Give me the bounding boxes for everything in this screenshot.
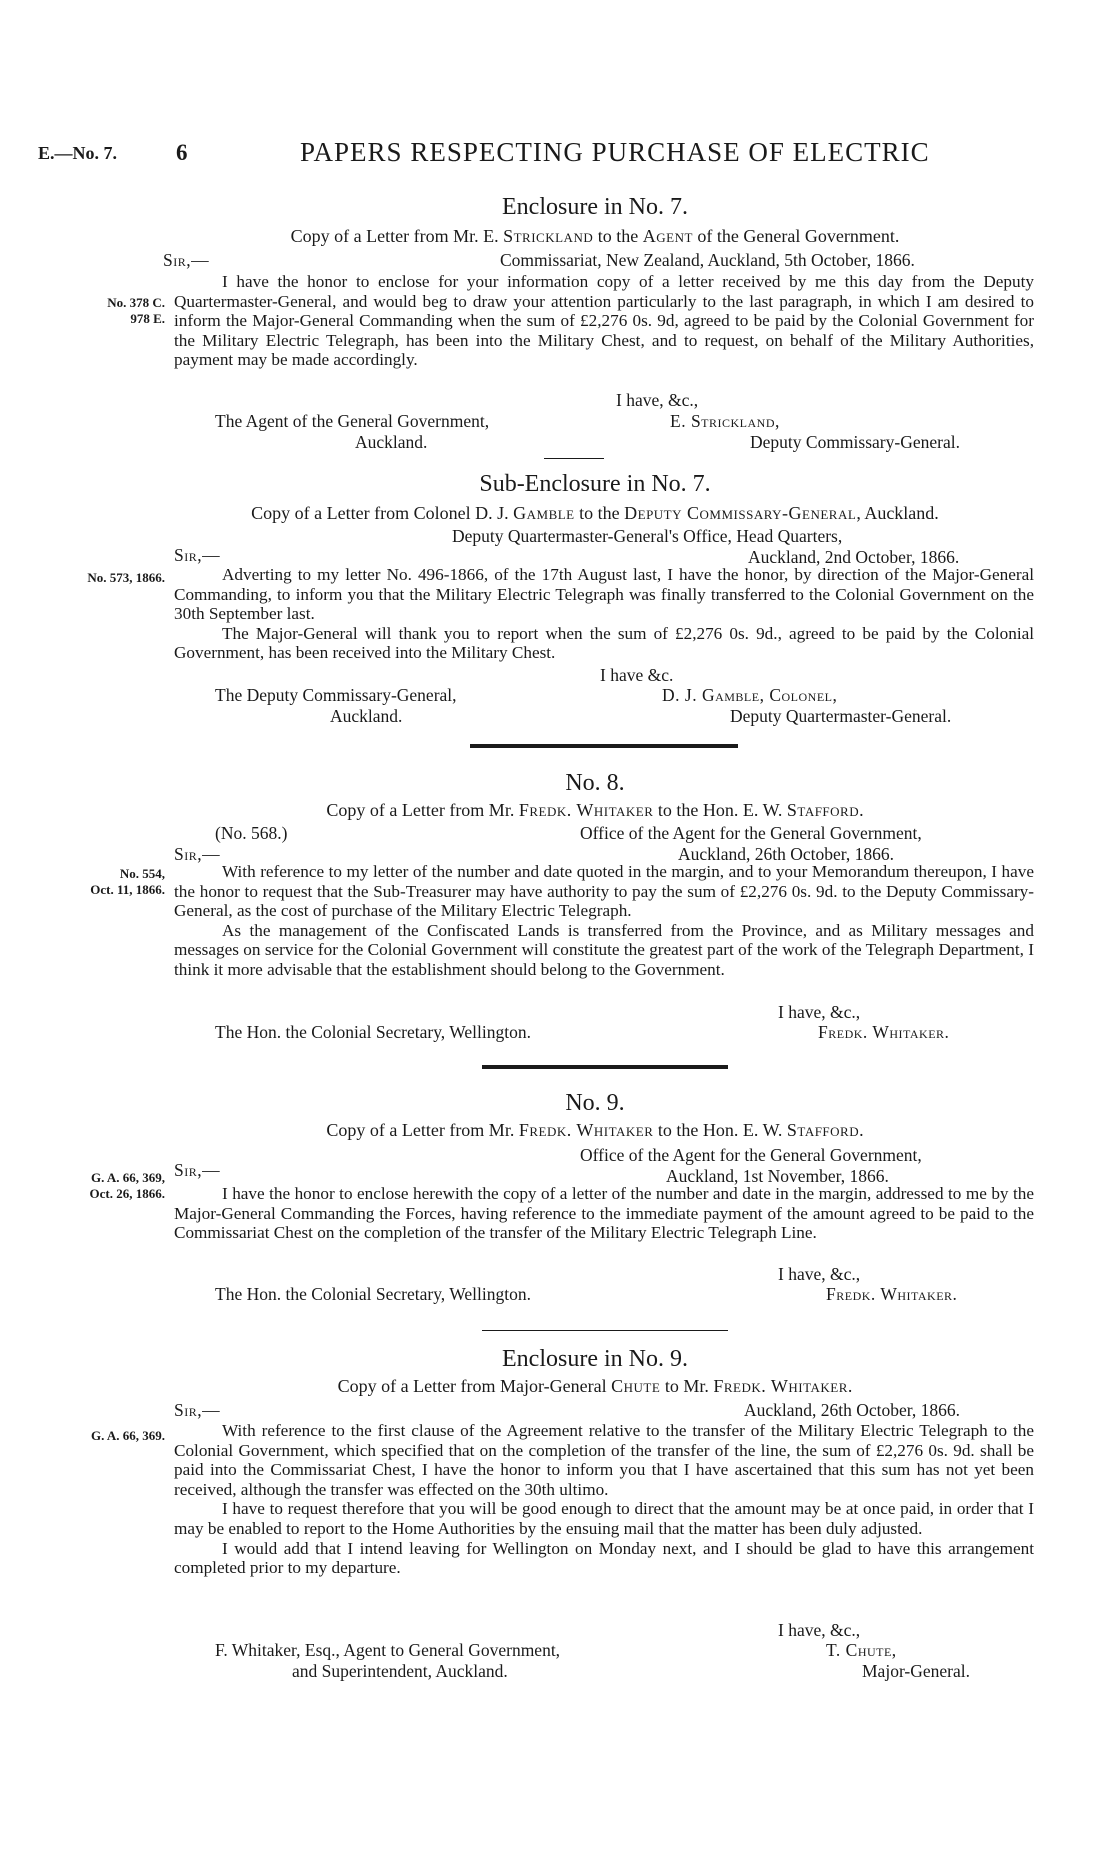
letter-body: With reference to the first clause of the Agreement relative to the transfer of the Military Electric Telegraph to the Colonial Government, which specified that on the completion of the transfer of the line, the sum of £2,276 0s. 9d. shall be paid into the Commissariat Chest, I have the honor to inform you that I have ascertained that this sum has not yet been received, although the transfer was effected on the 30th ultimo. I have to request therefore that you will be good enough to direct that the amount may be at once paid, in order that I may be enabled to report to the Home Authorities by the ensuing mail that the matter has been duly adjusted. I would add that I intend leaving for Wellington on Monday next, and I should be glad to have this arrangement completed prior to my departure. <box>174 1421 1034 1578</box>
header-ref: E.—No. 7. <box>38 143 118 163</box>
margin-note: G. A. 66, 369. <box>90 1428 165 1443</box>
signature: Fredk. Whitaker. <box>818 1022 950 1042</box>
divider <box>482 1065 728 1069</box>
divider <box>470 744 738 748</box>
letter-description: Copy of a Letter from Colonel D. J. Gamble to the Deputy Commissary-General, Auckland. <box>251 503 939 523</box>
letter-address: Auckland, 26th October, 1866. <box>744 1400 961 1420</box>
signature: T. Chute, Major-General. <box>826 1640 970 1681</box>
divider <box>482 1330 728 1331</box>
letter-address: Office of the Agent for the General Government, Auckland, 26th October, 1866. <box>580 823 922 864</box>
letter-address: Commissariat, New Zealand, Auckland, 5th October, 1866. <box>500 250 915 270</box>
letter-body: With reference to my letter of the number and date quoted in the margin, and to your Memorandum thereupon, I have the honor to request that the Sub-Treasurer may have authority to pay the sum of £2,276 0s. 9d. to the Deputy Commissary-General, as the cost of purchase of the Military Electric Telegraph. As the management of the Confiscated Lands is transferred from the Province, and as Military messages and messages on service for the Colonial Government will constitute the greatest part of the work of the Telegraph Department, I think it more advisable that the establishment should belong to the Government. <box>174 862 1034 979</box>
divider <box>544 458 604 459</box>
letter-description: Copy of a Letter from Mr. Fredk. Whitaker to the Hon. E. W. Stafford. <box>326 1120 864 1140</box>
signature: E. Strickland, Deputy Commissary-General. <box>670 411 960 452</box>
letter-address: Office of the Agent for the General Government, Auckland, 1st November, 1866. <box>580 1145 922 1186</box>
section-heading: No. 9. <box>565 1090 625 1116</box>
closing: I have &c. <box>600 665 674 685</box>
closing: I have, &c., <box>778 1620 861 1640</box>
salutation: Sir,— <box>174 844 221 864</box>
section-heading: Enclosure in No. 9. <box>502 1346 688 1372</box>
signature: D. J. Gamble, Colonel, Deputy Quartermaster-General. <box>662 685 952 726</box>
addressee: The Agent of the General Government, Auckland. <box>215 411 490 452</box>
letter-description: Copy of a Letter from Mr. E. Strickland to the Agent of the General Government. <box>290 226 900 246</box>
letter-address: Deputy Quartermaster-General's Office, Head Quarters, Auckland, 2nd October, 1866. <box>452 526 960 567</box>
addressee: The Hon. the Colonial Secretary, Wellington. <box>215 1022 531 1042</box>
page-header <box>0 0 1114 170</box>
letter-body: I have the honor to enclose herewith the copy of a letter of the number and date in the margin, addressed to me by the Major-General Commanding the Forces, having reference to the immediate payment of the amount agreed to be paid to the Commissariat Chest on the completion of the transfer of the Military Electric Telegraph Line. <box>174 1184 1034 1243</box>
page-title: PAPERS RESPECTING PURCHASE OF ELECTRIC <box>300 137 930 167</box>
margin-note: G. A. 66, 369, Oct. 26, 1866. <box>89 1170 165 1201</box>
letter-body: Adverting to my letter No. 496-1866, of the 17th August last, I have the honor, by direction of the Major-General Commanding, to inform you that the Military Electric Telegraph was finally transferred to the Colonial Government on the 30th September last. The Major-General will thank you to report when the sum of £2,276 0s. 9d., agreed to be paid by the Colonial Government, has been received into the Military Chest. <box>174 565 1034 663</box>
letter-description: Copy of a Letter from Mr. Fredk. Whitaker to the Hon. E. W. Stafford. <box>326 800 864 820</box>
letter-body: I have the honor to enclose for your information copy of a letter received by me this day from the Deputy Quartermaster-General, and would beg to draw your attention particularly to the last paragraph, in which I am desired to inform the Major-General Commanding when the sum of £2,276 0s. 9d, agreed to be paid by the Colonial Government for the Military Electric Telegraph, has been into the Military Chest, and to request, on behalf of the Military Authorities, payment may be made accordingly. <box>174 272 1034 370</box>
addressee: The Deputy Commissary-General, Auckland. <box>215 685 457 726</box>
signature: Fredk. Whitaker. <box>826 1284 958 1304</box>
closing: I have, &c., <box>778 1002 861 1022</box>
letter-ref: (No. 568.) <box>215 823 288 843</box>
margin-note: No. 554, Oct. 11, 1866. <box>90 866 165 897</box>
section-heading: Enclosure in No. 7. <box>502 194 688 220</box>
closing: I have, &c., <box>616 390 699 410</box>
salutation: Sir,— <box>174 545 221 565</box>
letter-description: Copy of a Letter from Major-General Chute to Mr. Fredk. Whitaker. <box>337 1376 853 1396</box>
salutation: Sir,— <box>174 1160 221 1180</box>
addressee: The Hon. the Colonial Secretary, Wellington. <box>215 1284 531 1304</box>
page-number: 6 <box>176 140 188 165</box>
salutation: Sir,— <box>163 250 210 270</box>
closing: I have, &c., <box>778 1264 861 1284</box>
section-heading: Sub-Enclosure in No. 7. <box>479 471 711 497</box>
addressee: F. Whitaker, Esq., Agent to General Government, and Superintendent, Auckland. <box>215 1640 561 1681</box>
margin-note: No. 573, 1866. <box>87 570 165 585</box>
section-heading: No. 8. <box>565 770 625 796</box>
margin-note: No. 378 C. 978 E. <box>107 295 165 326</box>
salutation: Sir,— <box>174 1400 221 1420</box>
